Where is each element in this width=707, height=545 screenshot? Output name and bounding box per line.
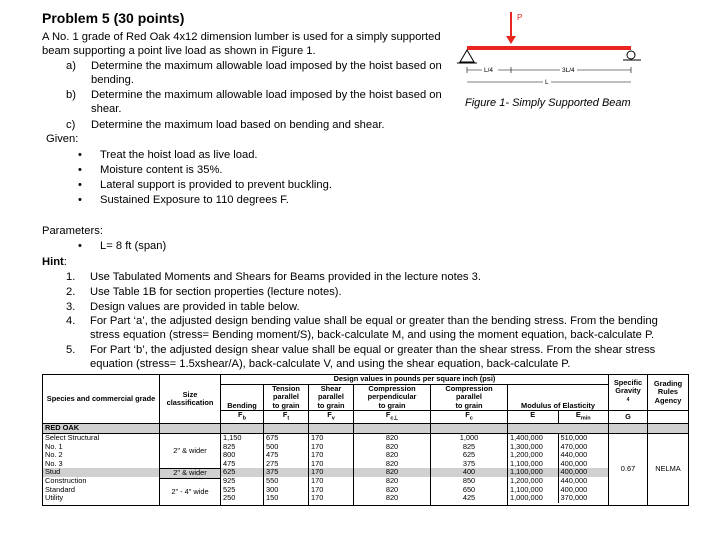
- given-label: Given:: [46, 133, 79, 145]
- table-cell: 440,000: [560, 476, 588, 485]
- table-cell: 170: [311, 458, 324, 468]
- table-cell: 300: [266, 484, 279, 494]
- table-cell: 675: [266, 433, 279, 443]
- table-cell: 500: [266, 441, 279, 451]
- table-cell: 525: [223, 484, 236, 494]
- table-cell: 170: [311, 493, 324, 503]
- table-cell: 400: [431, 468, 507, 477]
- table-cell: 150: [266, 493, 279, 503]
- table-cell: 170: [311, 433, 324, 443]
- table-cell: 1,100,000: [510, 484, 543, 494]
- given-item: • Moisture content is 35%.: [100, 163, 223, 177]
- table-cell: 170: [311, 476, 324, 485]
- table-cell: 370,000: [560, 493, 588, 503]
- table-cell: 470,000: [560, 441, 588, 451]
- hint-text: Design values are provided in table below.: [90, 301, 300, 313]
- table-cell: 1,100,000: [510, 458, 543, 468]
- design-values-header: Design values in pounds per square inch (psi): [221, 375, 609, 385]
- sym-modulus: E $E_{min}$: [508, 411, 609, 424]
- intro-line-1: A No. 1 grade of Red Oak 4x12 dimension lumber is used for a simply supported: [42, 31, 441, 43]
- grades-cell: Select Structural No. 1 No. 2 No. 3 Stud Construction Standard Utility: [43, 434, 160, 506]
- table-cell: 1,300,000: [510, 441, 543, 451]
- table-cell: 1,200,000: [510, 450, 543, 460]
- hint-text: For Part ‘b’, the adjusted design shear value shall be equal or greater than the shear stress. From the shear stress: [90, 344, 656, 356]
- parameters-label: Parameters:: [42, 225, 103, 237]
- bending-values: [221, 434, 264, 506]
- table-cell: 170: [311, 441, 324, 451]
- gravity-header: Specific Gravity $^4$: [609, 375, 648, 411]
- table-cell: 825: [223, 441, 236, 451]
- intro-line-2: beam supporting a point live load as shown in Figure 1.: [42, 45, 316, 57]
- hint-number: 4.: [66, 315, 76, 327]
- parameter-item: • L= 8 ft (span): [100, 239, 166, 253]
- table-cell: 475: [266, 450, 279, 460]
- sym-gravity: G: [609, 411, 648, 424]
- table-cell: 170: [311, 450, 324, 460]
- table-cell: 820: [385, 484, 399, 494]
- table-cell: 375: [462, 458, 476, 468]
- table-cell: 800: [223, 450, 236, 460]
- part-a-text: Determine the maximum allowable load imposed by the hoist based on: [91, 60, 442, 72]
- hint-text: Use Tabulated Moments and Shears for Beams provided in the lecture notes 3.: [90, 271, 481, 283]
- table-cell: 400,000: [560, 458, 588, 468]
- sym-bending: $F_b$: [221, 411, 264, 424]
- figure-caption: Figure 1- Simply Supported Beam: [465, 97, 631, 109]
- table-cell: 1,400,000: [510, 433, 543, 443]
- problem-title: Problem 5 (30 points): [42, 10, 185, 26]
- hint-text: Use Table 1B for section properties (lecture notes).: [90, 286, 342, 298]
- table-cell: 440,000: [560, 450, 588, 460]
- table-cell: 1,000: [459, 433, 479, 443]
- bending-header: Bending: [221, 384, 264, 411]
- table-cell: 375: [264, 468, 308, 477]
- part-b-text-cont: shear.: [91, 103, 122, 115]
- table-cell: 1,000,000: [510, 493, 543, 503]
- point-load-arrowhead: [506, 36, 516, 44]
- hint-number: 1.: [66, 271, 76, 283]
- given-item: • Treat the hoist load as live load.: [100, 148, 258, 162]
- table-cell: 820: [385, 476, 399, 485]
- hint-text: equation (stress= 1.5xshear/A), back-calculate V, and using the shear equation, back-calculate P.: [90, 358, 571, 370]
- table-cell: 510,000: [560, 433, 588, 443]
- table-cell: 275: [266, 458, 279, 468]
- agency-value: NELMA: [648, 434, 689, 506]
- hint-text: For Part ‘a’, the adjusted design bending value shall be equal or greater than the bending stress. From the bending: [90, 315, 658, 327]
- comp-perp-header: Compression perpendicular to grain: [354, 384, 431, 411]
- table-cell: 625: [221, 468, 263, 477]
- shear-header: Shear parallel to grain: [309, 384, 354, 411]
- table-cell: 820: [385, 458, 399, 468]
- species-name: RED OAK: [43, 424, 160, 434]
- part-a-text-cont: bending.: [91, 74, 134, 86]
- species-header: Species and commercial grade: [43, 375, 160, 424]
- table-cell: 425: [462, 493, 476, 503]
- table-cell: 825: [462, 441, 476, 451]
- modulus-values: [508, 434, 609, 506]
- table-cell: 925: [223, 476, 236, 485]
- rules-header: Grading Rules Agency: [648, 375, 689, 411]
- dim-right-label: 3L/4: [562, 67, 575, 74]
- table-cell: 400,000: [559, 468, 609, 477]
- sym-tension: $F_t$: [264, 411, 309, 424]
- table-cell: 400,000: [560, 484, 588, 494]
- sym-shear: $F_v$: [309, 411, 354, 424]
- gravity-value: 0.67: [609, 434, 648, 506]
- table-cell: 650: [462, 484, 476, 494]
- given-item: • Lateral support is provided to prevent buckling.: [100, 178, 332, 192]
- table-cell: 475: [223, 458, 236, 468]
- table-cell: 820: [385, 433, 399, 443]
- part-a-marker: a): [66, 60, 76, 72]
- design-values-table: [42, 374, 689, 506]
- hint-number: 5.: [66, 344, 76, 356]
- beam: [467, 46, 631, 50]
- table-cell: 1,100,000: [508, 468, 558, 477]
- table-cell: 1,200,000: [510, 476, 543, 485]
- dim-total-label: L: [545, 79, 549, 86]
- table-cell: 170: [309, 468, 353, 477]
- table-cell: 820: [385, 493, 399, 503]
- table-cell: 250: [223, 493, 236, 503]
- pin-support: [460, 50, 474, 62]
- comp-perp-values: [354, 434, 431, 506]
- part-b-marker: b): [66, 89, 76, 101]
- hint-heading: Hint:: [42, 256, 67, 268]
- size-header: Size classification: [160, 375, 221, 424]
- part-c-marker: c): [66, 119, 76, 131]
- table-cell: 820: [354, 468, 430, 477]
- tension-values: [264, 434, 309, 506]
- modulus-header: Modulus of Elasticity: [508, 384, 609, 411]
- given-item: • Sustained Exposure to 110 degrees F.: [100, 193, 289, 207]
- table-cell: 550: [266, 476, 279, 485]
- table-cell: 1,150: [223, 433, 242, 443]
- size-cell: 2" & wider 2" & wider 2" - 4" wide: [160, 434, 221, 506]
- comp-par-header: Compression parallel to grain: [431, 384, 508, 411]
- hint-text: stress equation (stress= Bending moment/S), back-calculate M, and using the moment equation, back-calculate P.: [90, 329, 655, 341]
- beam-figure: [455, 8, 655, 88]
- table-cell: 820: [385, 450, 399, 460]
- comp-par-values: [431, 434, 508, 506]
- part-c-text: Determine the maximum load based on bending and shear.: [91, 119, 385, 131]
- load-label: P: [517, 13, 523, 22]
- hint-number: 2.: [66, 286, 76, 298]
- tension-header: Tension parallel to grain: [264, 384, 309, 411]
- table-cell: 170: [311, 484, 324, 494]
- sym-comp-perp: $F_{c\perp}$: [354, 411, 431, 424]
- table-cell: 850: [462, 476, 476, 485]
- dim-left-label: L/4: [484, 67, 494, 74]
- hint-number: 3.: [66, 301, 76, 313]
- table-cell: 820: [385, 441, 399, 451]
- shear-values: [309, 434, 354, 506]
- part-b-text: Determine the maximum allowable load imposed by the hoist based on: [91, 89, 442, 101]
- table-cell: 625: [462, 450, 476, 460]
- roller-support: [627, 51, 635, 59]
- sym-comp-par: $F_c$: [431, 411, 508, 424]
